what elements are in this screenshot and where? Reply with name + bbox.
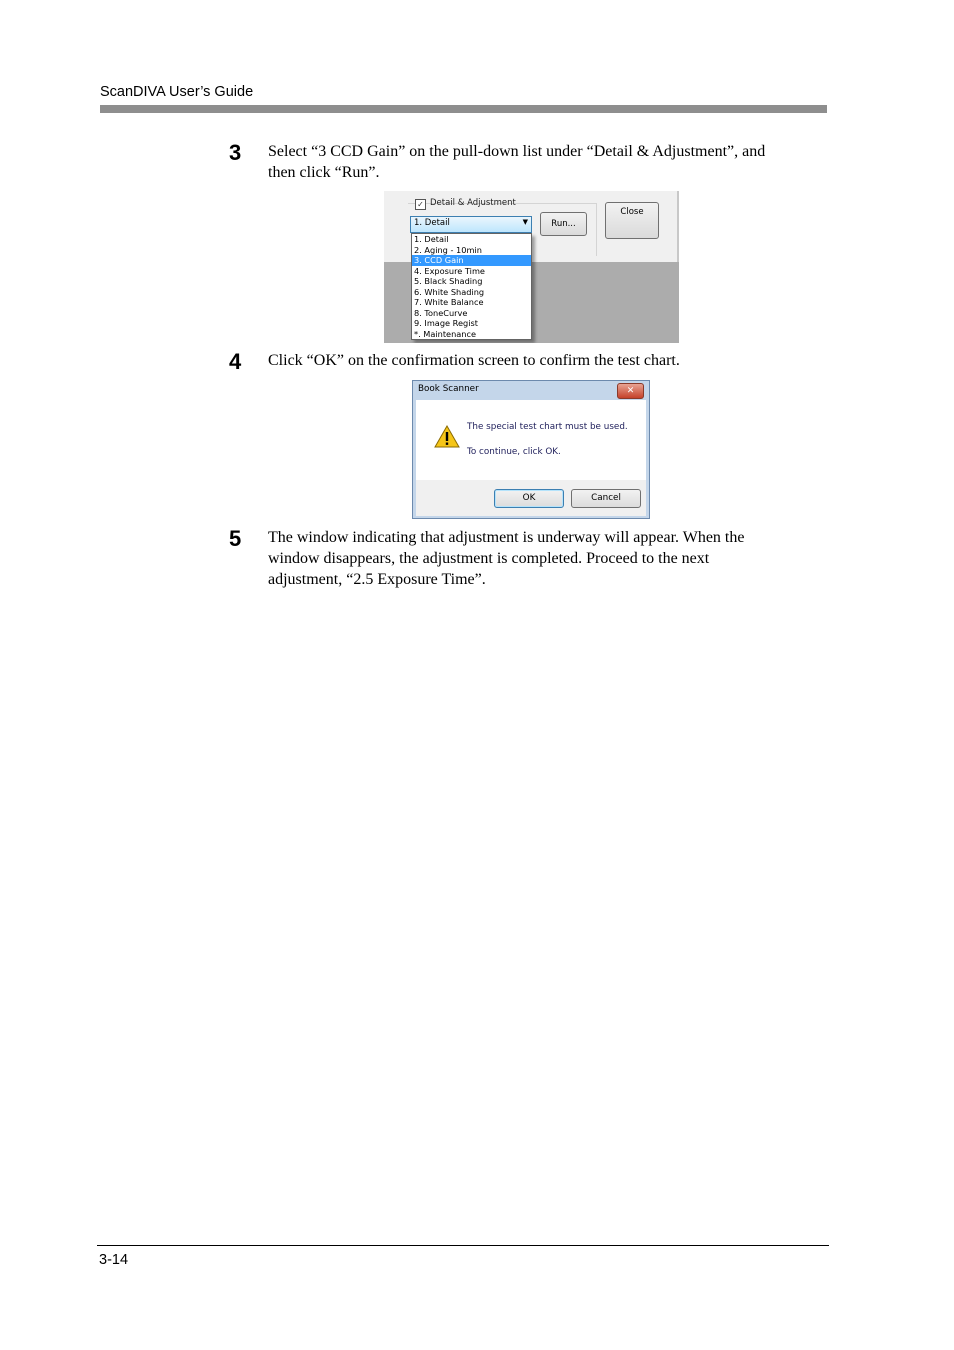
dropdown-item-white-balance[interactable]: 7. White Balance <box>414 297 484 307</box>
ok-button[interactable]: OK <box>494 489 564 508</box>
step-number-3: 3 <box>229 140 242 165</box>
warning-icon <box>434 425 460 448</box>
close-button[interactable]: Close <box>605 202 659 239</box>
step-4-text: Click “OK” on the confirmation screen to confirm the test chart. <box>268 352 680 369</box>
step-5-line-3: adjustment, “2.5 Exposure Time”. <box>268 571 486 588</box>
running-header-title: ScanDIVA User’s Guide <box>100 84 254 100</box>
dropdown-item-aging[interactable]: 2. Aging - 10min <box>414 244 482 255</box>
step-3-line-2: then click “Run”. <box>268 164 380 181</box>
run-button[interactable]: Run... <box>540 212 587 236</box>
detail-adjustment-checkbox[interactable]: ✓ <box>415 199 426 210</box>
step-5-text <box>268 527 828 590</box>
step-5-line-1: The window indicating that adjustment is underway will appear. When the <box>268 529 745 546</box>
step-3-line-1: Select “3 CCD Gain” on the pull-down list under “Detail & Adjustment”, and <box>268 143 766 160</box>
step-3-text <box>268 141 828 183</box>
dropdown-item-white-shading[interactable]: 6. White Shading <box>414 286 485 297</box>
footer-rule <box>97 1245 829 1246</box>
page-number: 3-14 <box>99 1252 129 1268</box>
dropdown-item-image-regist[interactable]: 9. Image Regist <box>414 318 478 328</box>
close-icon[interactable]: ✕ <box>617 383 644 399</box>
detail-adjustment-screenshot <box>384 191 679 343</box>
dropdown-item-detail[interactable]: 1. Detail <box>414 234 449 244</box>
dropdown-item-exposure-time[interactable]: 4. Exposure Time <box>414 265 485 276</box>
detail-adjustment-label: Detail & Adjustment <box>430 198 516 208</box>
dropdown-item-ccd-gain[interactable]: 3. CCD Gain <box>412 255 531 266</box>
adjustment-dropdown[interactable] <box>410 216 532 233</box>
dropdown-item-maintenance[interactable]: *. Maintenance <box>414 328 477 339</box>
header-rule <box>100 105 827 113</box>
adjustment-dropdown-list <box>411 233 532 340</box>
dropdown-item-black-shading[interactable]: 5. Black Shading <box>414 276 483 286</box>
dialog-message-line-1: The special test chart must be used. <box>467 422 628 432</box>
cancel-button[interactable]: Cancel <box>571 489 641 508</box>
dialog-message-line-2: To continue, click OK. <box>467 447 561 457</box>
dialog-title: Book Scanner <box>418 384 479 394</box>
chevron-down-icon[interactable]: ▼ <box>522 218 528 226</box>
book-scanner-dialog-screenshot <box>412 380 650 519</box>
step-5-line-2: window disappears, the adjustment is completed. Proceed to the next <box>268 550 710 567</box>
step-number-4: 4 <box>229 349 242 374</box>
dialog-body <box>416 400 646 480</box>
dropdown-value: 1. Detail <box>414 218 450 228</box>
dropdown-item-tonecurve[interactable]: 8. ToneCurve <box>414 307 468 318</box>
step-number-5: 5 <box>229 526 242 551</box>
